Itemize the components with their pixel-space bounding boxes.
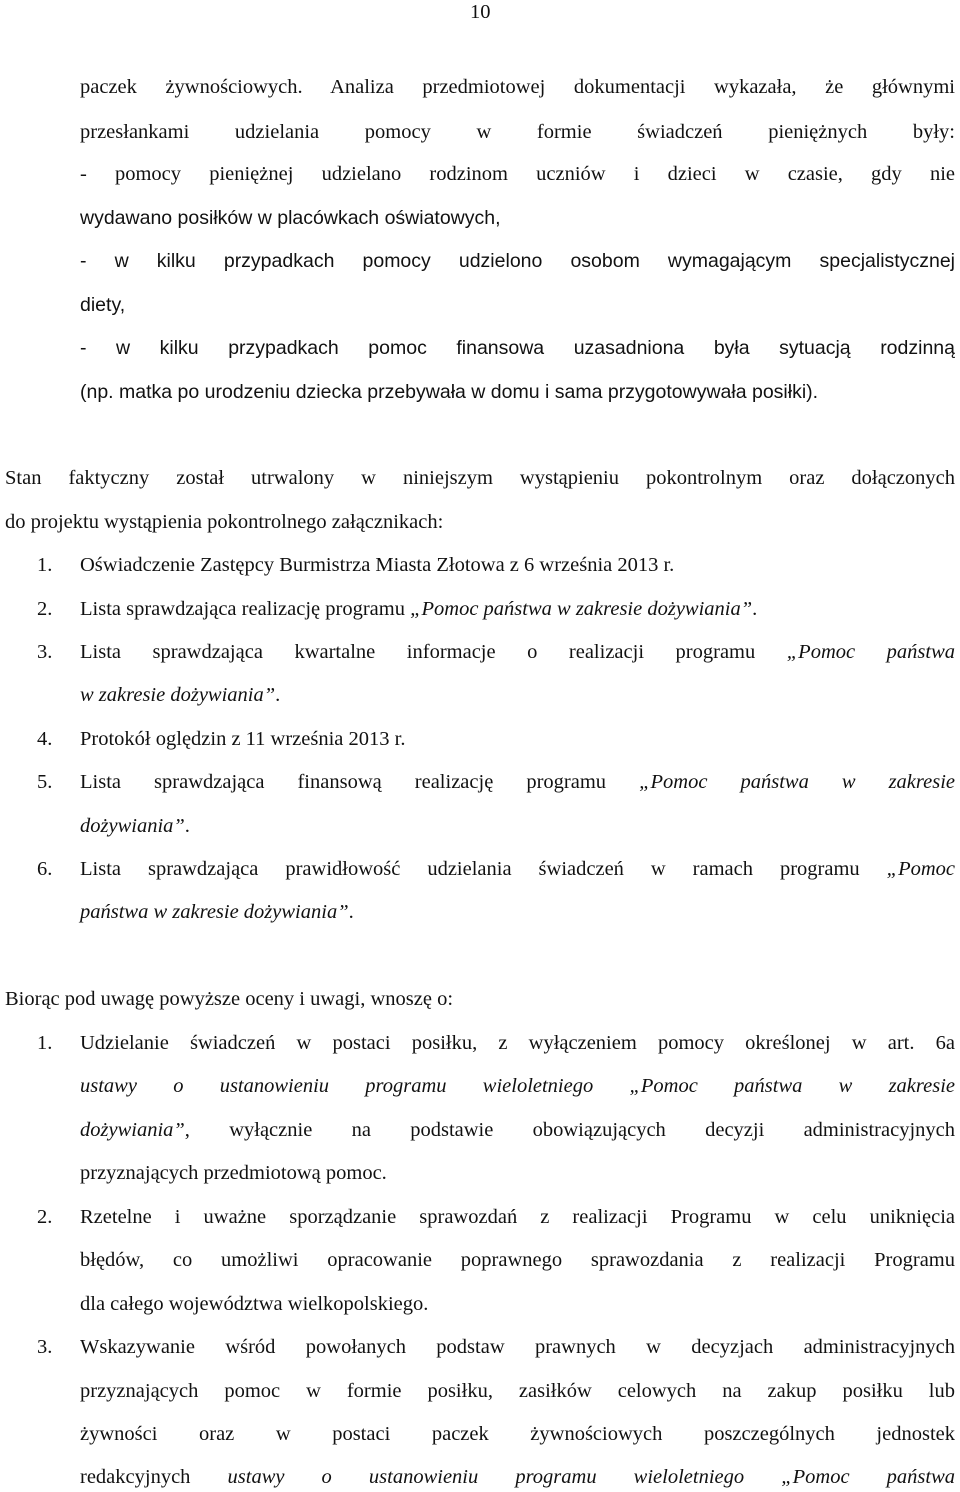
rec-1-line-1: Udzielanie świadczeń w postaci posiłku, z wyłączeniem pomocy określonej w art. 6a <box>80 1032 955 1054</box>
rec-2-line-2: błędów, co umożliwi opracowanie poprawnego sprawozdania z realizacji Programu <box>80 1249 955 1271</box>
rec-3-line-1: Wskazywanie wśród powołanych podstaw prawnych w decyzjach administracyjnych <box>80 1336 955 1358</box>
list-number: 2. <box>37 1206 53 1228</box>
attachment-5-line-2: dożywiania”. <box>80 815 190 837</box>
rec-3-line-3: żywności oraz w postaci paczek żywnościowych poszczególnych jednostek <box>80 1423 955 1445</box>
recommendations-intro: Biorąc pod uwagę powyższe oceny i uwagi, wnoszę o: <box>5 988 454 1010</box>
list-number: 3. <box>37 641 53 663</box>
list-number: 3. <box>37 1336 53 1358</box>
rec-2-line-3: dla całego województwa wielkopolskiego. <box>80 1293 429 1315</box>
para1-line-6: diety, <box>80 294 126 316</box>
attachment-1: Oświadczenie Zastępcy Burmistrza Miasta Złotowa z 6 września 2013 r. <box>80 554 675 576</box>
para1-line-7: - w kilku przypadkach pomoc finansowa uzasadniona była sytuacją rodzinną <box>80 337 955 359</box>
attachment-6-line-1: Lista sprawdzająca prawidłowość udzielania świadczeń w ramach programu „Pomoc <box>80 858 955 880</box>
para2-line-2: do projektu wystąpienia pokontrolnego załącznikach: <box>5 511 444 533</box>
rec-3-line-2: przyznających pomoc w formie posiłku, zasiłków celowych na zakup posiłku lub <box>80 1380 955 1402</box>
rec-2-line-1: Rzetelne i uważne sporządzanie sprawozdań z realizacji Programu w celu uniknięcia <box>80 1206 955 1228</box>
attachment-6-line-2: państwa w zakresie dożywiania”. <box>80 901 354 923</box>
attachment-4: Protokół oględzin z 11 września 2013 r. <box>80 728 406 750</box>
para1-line-2: przesłankami udzielania pomocy w formie świadczeń pieniężnych były: <box>80 121 955 143</box>
list-number: 1. <box>37 554 53 576</box>
list-number: 4. <box>37 728 53 750</box>
para2-line-1: Stan faktyczny został utrwalony w niniejszym wystąpieniu pokontrolnym oraz dołączonych <box>5 467 955 489</box>
list-number: 6. <box>37 858 53 880</box>
rec-1-line-3: dożywiania”, wyłącznie na podstawie obowiązujących decyzji administracyjnych <box>80 1119 955 1141</box>
list-number: 2. <box>37 598 53 620</box>
page-number: 10 <box>470 1 491 23</box>
para1-line-3: - pomocy pieniężnej udzielano rodzinom uczniów i dzieci w czasie, gdy nie <box>80 163 955 185</box>
rec-1-line-4: przyznających przedmiotową pomoc. <box>80 1162 387 1184</box>
para1-line-5: - w kilku przypadkach pomocy udzielono osobom wymagającym specjalistycznej <box>80 250 955 272</box>
para1-line-1: paczek żywnościowych. Analiza przedmiotowej dokumentacji wykazała, że głównymi <box>80 76 955 98</box>
attachment-5-line-1: Lista sprawdzająca finansową realizację programu „Pomoc państwa w zakresie <box>80 771 955 793</box>
attachment-2: Lista sprawdzająca realizację programu „Pomoc państwa w zakresie dożywiania”. <box>80 598 758 620</box>
list-number: 5. <box>37 771 53 793</box>
attachment-3-line-1: Lista sprawdzająca kwartalne informacje o realizacji programu „Pomoc państwa <box>80 641 955 663</box>
rec-1-line-2: ustawy o ustanowieniu programu wieloletniego „Pomoc państwa w zakresie <box>80 1075 955 1097</box>
attachment-3-line-2: w zakresie dożywiania”. <box>80 684 281 706</box>
para1-line-4: wydawano posiłków w placówkach oświatowych, <box>80 207 501 229</box>
list-number: 1. <box>37 1032 53 1054</box>
rec-3-line-4: redakcyjnych ustawy o ustanowieniu programu wieloletniego „Pomoc państwa <box>80 1466 955 1488</box>
para1-line-8: (np. matka po urodzeniu dziecka przebywała w domu i sama przygotowywała posiłki). <box>80 381 819 403</box>
